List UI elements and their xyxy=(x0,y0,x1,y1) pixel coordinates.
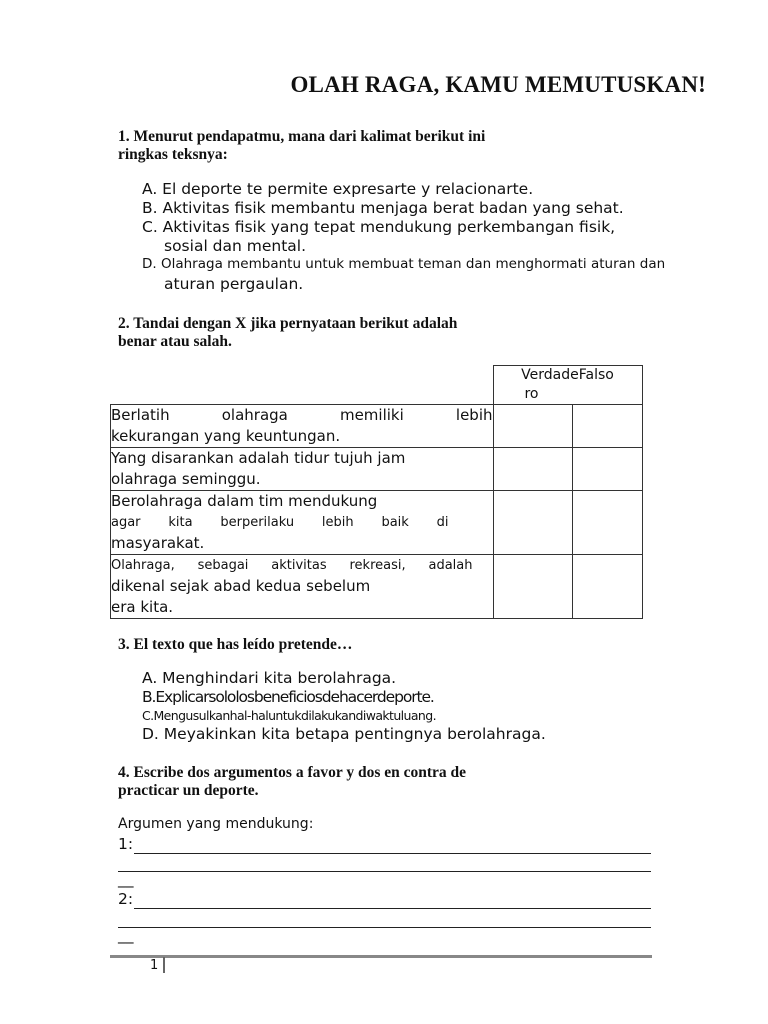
header-line: VerdadeFalso xyxy=(521,367,614,383)
q1-option-a: A. El deporte te permite expresarte y relacionarte. xyxy=(142,180,534,198)
statement-cell xyxy=(111,555,494,619)
argument-2-label: 2: xyxy=(118,890,134,908)
page-title: OLAH RAGA, KAMU MEMUTUSKAN! xyxy=(290,72,706,97)
table-header-true-false xyxy=(493,366,642,405)
statement-line: dikenal sejak abad kedua sebelum xyxy=(111,577,371,595)
header-line: ro xyxy=(524,386,539,402)
q1-option-d-continued: aturan pergaulan. xyxy=(164,275,304,293)
statement-line: Olahraga, sebagai aktivitas rekreasi, adalah xyxy=(111,558,473,573)
statement-line: Yang disarankan adalah tidur tujuh jam xyxy=(111,449,406,467)
statement-cell xyxy=(111,405,494,448)
question-3-heading: 3. El texto que has leído pretende… xyxy=(118,636,353,653)
true-checkbox-cell[interactable] xyxy=(493,491,573,555)
q3-option-b: B.Explicarsololosbeneficiosdehacerdeporte. xyxy=(142,688,434,706)
true-checkbox-cell[interactable] xyxy=(493,405,573,448)
argument-2-line-2[interactable] xyxy=(118,927,651,928)
table-corner xyxy=(111,366,494,405)
true-checkbox-cell[interactable] xyxy=(493,448,573,491)
statement-line: Berolahraga dalam tim mendukung xyxy=(111,492,378,510)
question-2-heading xyxy=(118,315,457,351)
q3-option-a: A. Menghindari kita berolahraga. xyxy=(142,669,397,687)
question-4-heading xyxy=(118,764,466,800)
question-4-heading-line: practicar un deporte. xyxy=(118,782,259,799)
table-row xyxy=(111,448,643,491)
support-label: Argumen yang mendukung: xyxy=(118,816,314,832)
question-1-heading xyxy=(118,128,485,164)
statement-cell xyxy=(111,448,494,491)
question-1-heading-line: 1. Menurut pendapatmu, mana dari kalimat berikut ini xyxy=(118,128,486,145)
q3-option-c: C.Mengusulkanhal-haluntukdilakukandiwaktuluang. xyxy=(142,708,436,723)
statement-line: masyarakat. xyxy=(111,534,205,552)
false-checkbox-cell[interactable] xyxy=(573,555,642,619)
page-number-separator xyxy=(163,957,165,973)
table-row xyxy=(111,555,643,619)
argument-1-continued: __ xyxy=(118,870,134,888)
false-checkbox-cell[interactable] xyxy=(573,491,642,555)
statement-line: agar kita berperilaku lebih baik di xyxy=(111,515,449,530)
statement-line: olahraga seminggu. xyxy=(111,470,261,488)
argument-1-label: 1: xyxy=(118,835,134,853)
argument-1-line[interactable] xyxy=(134,853,651,854)
statement-line: era kita. xyxy=(111,598,174,616)
table-row xyxy=(111,405,643,448)
argument-1-line-2[interactable] xyxy=(118,871,651,872)
page-number: 1 xyxy=(150,958,159,973)
argument-2-continued: __ xyxy=(118,926,134,944)
question-2-heading-line: benar atau salah. xyxy=(118,333,232,350)
statement-line: kekurangan yang keuntungan. xyxy=(111,427,341,445)
question-1-heading-line: ringkas teksnya: xyxy=(118,146,228,163)
q1-option-b: B. Aktivitas fisik membantu menjaga berat badan yang sehat. xyxy=(142,199,624,217)
false-checkbox-cell[interactable] xyxy=(573,405,642,448)
q3-option-d: D. Meyakinkan kita betapa pentingnya berolahraga. xyxy=(142,725,546,743)
statement-line: Berlatih olahraga memiliki lebih xyxy=(111,406,493,424)
q1-option-d: D. Olahraga membantu untuk membuat teman dan menghormati aturan dan xyxy=(142,256,666,272)
q1-option-c-continued: sosial dan mental. xyxy=(164,237,307,255)
footer-rule xyxy=(110,955,652,958)
statement-cell xyxy=(111,491,494,555)
question-2-heading-line: 2. Tandai dengan X jika pernyataan berikut adalah xyxy=(118,315,458,332)
table-row xyxy=(111,491,643,555)
question-4-heading-line: 4. Escribe dos argumentos a favor y dos en contra de xyxy=(118,764,467,781)
argument-2-line[interactable] xyxy=(134,908,651,909)
false-checkbox-cell[interactable] xyxy=(573,448,642,491)
q1-option-c: C. Aktivitas fisik yang tepat mendukung perkembangan fisik, xyxy=(142,218,616,236)
true-false-table xyxy=(110,365,643,619)
true-checkbox-cell[interactable] xyxy=(493,555,573,619)
